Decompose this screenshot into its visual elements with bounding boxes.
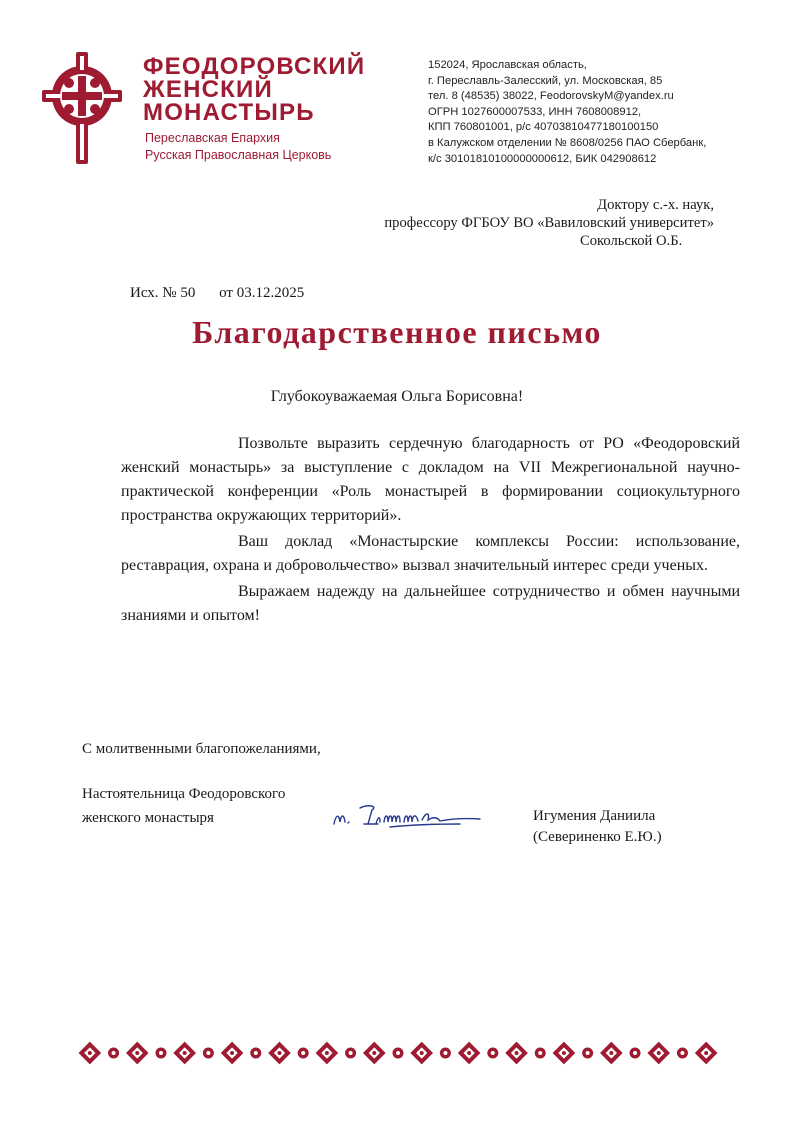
position-line: Настоятельница Феодоровского: [82, 786, 286, 802]
ornament-knot: [695, 1042, 718, 1065]
addressee-block: [338, 196, 714, 250]
body-paragraph: Выражаем надежду на дальнейшее сотрудничество и обмен научными знаниями и опытом!: [121, 583, 740, 624]
ornament-rosette: [203, 1048, 214, 1059]
ornament-rosette: [345, 1048, 356, 1059]
requisite-line: к/с 30101810100000000612, БИК 042908612: [428, 152, 657, 165]
addressee-name: Сокольской О.Б.: [580, 233, 683, 249]
monastery-name: [143, 55, 365, 124]
ornament-rosette: [393, 1048, 404, 1059]
addressee-line: Доктору с.-х. наук,: [597, 197, 714, 213]
requisite-line: в Калужском отделении № 8608/0256 ПАО Сбербанк,: [428, 136, 707, 149]
position-line: женского монастыря: [82, 810, 214, 826]
signatory-name: [533, 806, 662, 848]
requisite-line: ОГРН 1027600007533, ИНН 7608008912,: [428, 105, 642, 118]
ornament-knot: [173, 1042, 196, 1065]
requisite-line: КПП 760801001, р/с 40703810477180100150: [428, 121, 659, 134]
eparchy-subtitle: [145, 130, 331, 164]
outgoing-reference: [130, 285, 324, 302]
ornament-rosette: [487, 1048, 498, 1059]
monastery-name-line: МОНАСТЫРЬ: [143, 99, 315, 126]
ornament-knot: [553, 1042, 576, 1065]
ornament-rosette: [108, 1048, 119, 1059]
monastery-name-line: ЖЕНСКИЙ: [143, 76, 273, 103]
closing-phrase: С молитвенными благопожеланиями,: [82, 741, 321, 757]
handwritten-signature-icon: [330, 800, 490, 830]
requisite-line: 152024, Ярославская область,: [428, 59, 587, 71]
requisites-block: [428, 58, 706, 167]
outgoing-date: от 03.12.2025: [219, 285, 305, 301]
ornament-rosette: [298, 1048, 309, 1059]
orthodox-cross-emblem-icon: [42, 52, 122, 164]
ornament-knot: [647, 1042, 670, 1065]
signer-secular-name: (Севериненко Е.Ю.): [533, 829, 662, 845]
body-paragraph: Ваш доклад «Монастырские комплексы России: использование, реставрация, охрана и добровольчество» вызвал значительный интерес среди ученых.: [121, 533, 740, 574]
signer-title-name: Игумения Даниила: [533, 808, 656, 824]
ornament-rosette: [630, 1048, 641, 1059]
ornament-knot: [268, 1042, 291, 1065]
signatory-position: [82, 782, 285, 830]
ornament-knot: [316, 1042, 339, 1065]
ornament-knot: [126, 1042, 149, 1065]
ornament-rosette: [250, 1048, 261, 1059]
monastery-name-line: ФЕОДОРОВСКИЙ: [143, 53, 366, 80]
ornament-knot: [79, 1042, 102, 1065]
ornament-rosette: [582, 1048, 593, 1059]
requisite-line: тел. 8 (48535) 38022, FeodorovskyM@yandex.ru: [428, 90, 674, 103]
ornament-knot: [221, 1042, 244, 1065]
ornament-knot: [410, 1042, 433, 1065]
ornament-rosette: [440, 1048, 451, 1059]
ornament-knot: [600, 1042, 623, 1065]
church-line: Русская Православная Церковь: [145, 148, 332, 162]
salutation: Глубокоуважаемая Ольга Борисовна!: [270, 388, 524, 405]
folk-ornament-border-icon: [78, 1040, 718, 1066]
requisite-line: г. Переславль-Залесский, ул. Московская, 85: [428, 74, 663, 87]
letter-title: Благодарственное письмо: [192, 314, 602, 350]
ornament-knot: [505, 1042, 528, 1065]
ornament-rosette: [535, 1048, 546, 1059]
ornament-knot: [458, 1042, 481, 1065]
ornament-rosette: [677, 1048, 688, 1059]
body-paragraph: Позвольте выразить сердечную благодарность от РО «Феодоровский женский монастырь» за выступление с докладом на VII Межрегиональной научно-практической конференции «Роль монастырей в формировании социокультурного пространства окружающих территорий».: [121, 435, 740, 524]
letter-body: [121, 432, 740, 630]
outgoing-number: Исх. № 50: [130, 285, 196, 301]
ornament-knot: [363, 1042, 386, 1065]
addressee-line: профессору ФГБОУ ВО «Вавиловский университет»: [384, 215, 714, 231]
eparchy-line: Переславская Епархия: [145, 131, 280, 145]
ornament-rosette: [155, 1048, 166, 1059]
